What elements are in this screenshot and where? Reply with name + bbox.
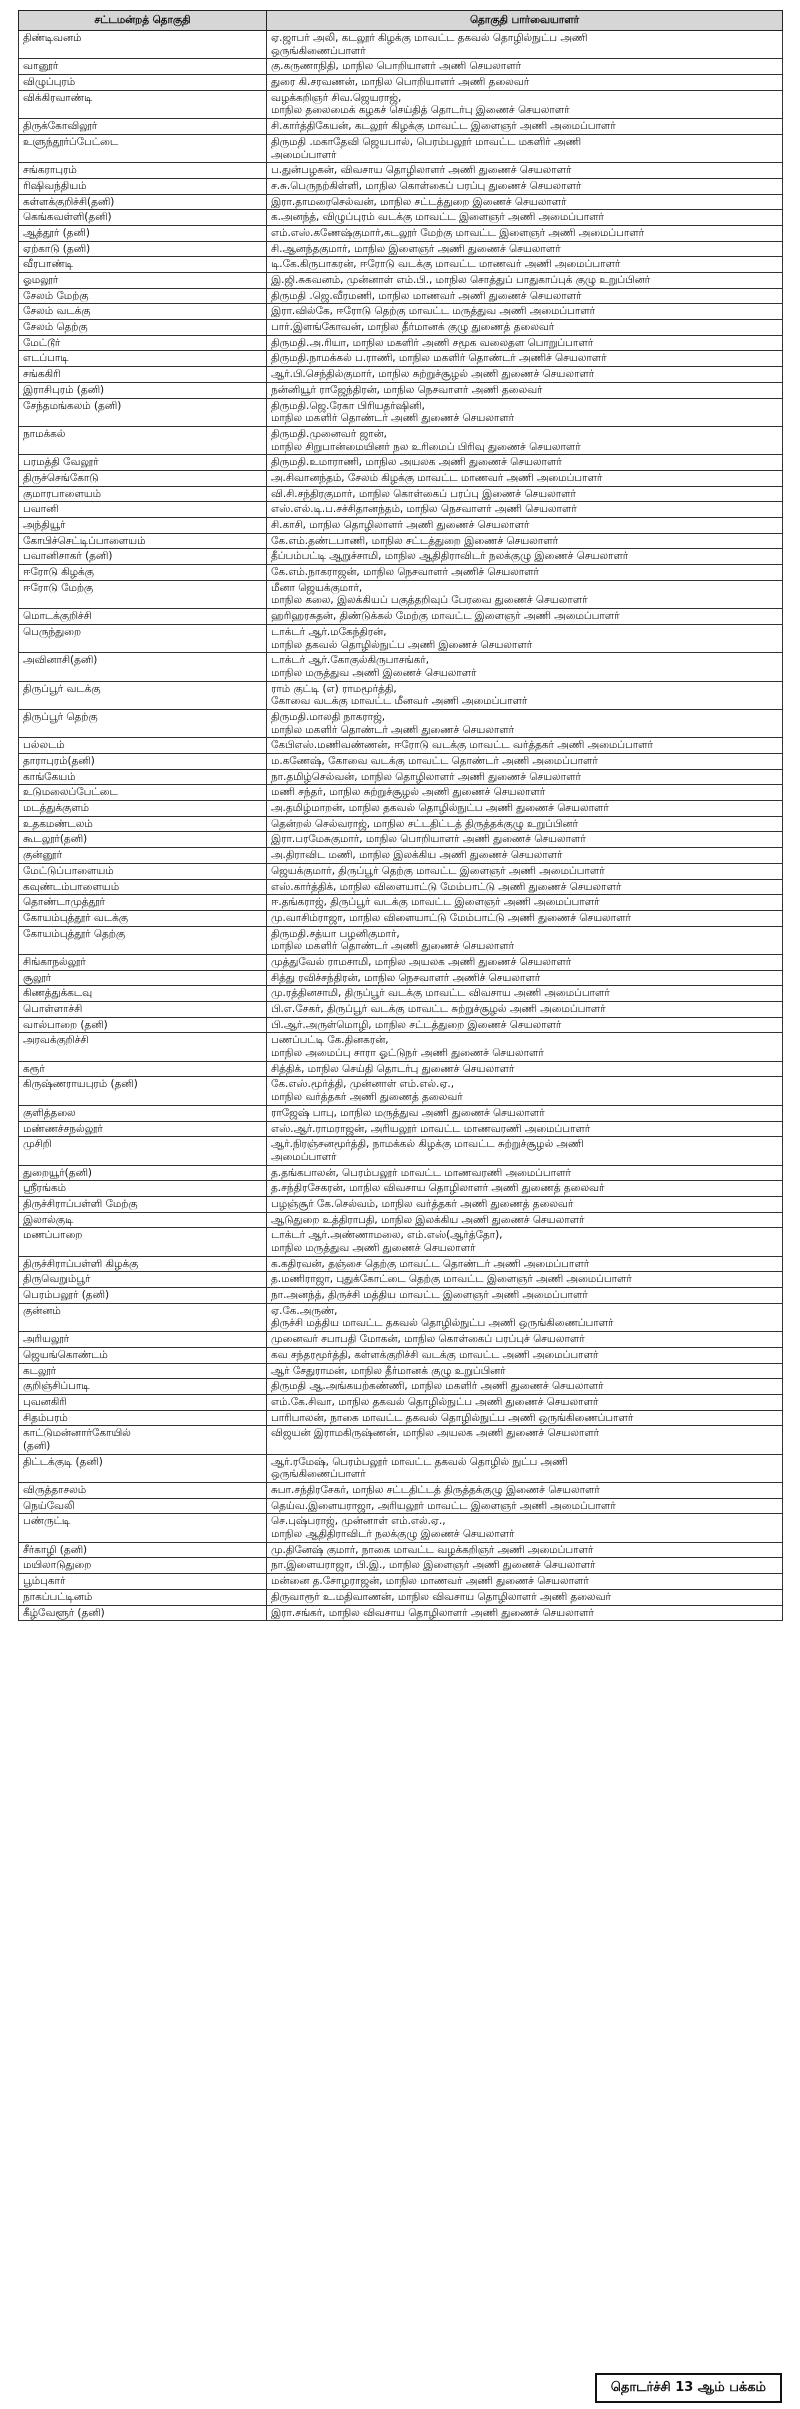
observer-cell: மு.ரத்தினசாமி, திருப்பூர் வடக்கு மாவட்ட விவசாய அணி அமைப்பாளர்: [267, 986, 783, 1002]
constituency-cell: மேட்டூர்: [19, 335, 267, 351]
observer-cell: தீப்பம்பட்டி ஆறுச்சாமி, மாநில ஆதிதிராவிடர் நலக்குழு இணைச் செயலாளர்: [267, 549, 783, 565]
table-row: [19, 1272, 783, 1288]
observers-table: [18, 10, 783, 1621]
constituency-cell: குளித்தலை: [19, 1105, 267, 1121]
table-row: [19, 769, 783, 785]
observer-cell: வி.சி.சந்திரகுமார், மாநில கொள்கைப் பரப்பு இணைச் செயலாளர்: [267, 486, 783, 502]
observer-cell: த.மணிராஜா, புதுக்கோட்டை தெற்கு மாவட்ட இளைஞர் அணி அமைப்பாளர்: [267, 1272, 783, 1288]
constituency-cell: இலால்குடி: [19, 1212, 267, 1228]
constituency-cell: மேட்டுப்பாளையம்: [19, 863, 267, 879]
constituency-cell: கோயம்புத்தூர் வடக்கு: [19, 910, 267, 926]
table-row: [19, 565, 783, 581]
observer-cell: திருமதி.ஜெ.ரேகா பிரியதர்ஷினி, மாநில மகளிர் தொண்டர் அணி துணைச் செயலாளர்: [267, 398, 783, 426]
constituency-cell: திண்டிவனம்: [19, 31, 267, 59]
observer-cell: ஈ.தங்கராஜ், திருப்பூர் வடக்கு மாவட்ட இளைஞர் அணி அமைப்பாளர்: [267, 895, 783, 911]
table-row: [19, 832, 783, 848]
constituency-cell: பவானி: [19, 502, 267, 518]
observer-cell: பார்.இளங்கோவன், மாநில தீர்மானக் குழு துணைத் தலைவர்: [267, 320, 783, 336]
table-row: [19, 624, 783, 652]
table-row: [19, 1363, 783, 1379]
table-row: [19, 486, 783, 502]
constituency-cell: சங்கராபுரம்: [19, 163, 267, 179]
observer-cell: டாக்டர் ஆர்.அண்ணாமலை, எம்.எஸ்(ஆர்த்தோ), மாநில மருத்துவ அணி துணைச் செயலாளர்: [267, 1228, 783, 1256]
table-row: [19, 970, 783, 986]
table-row: [19, 681, 783, 709]
table-row: [19, 225, 783, 241]
observer-cell: மு.தினேஷ் குமார், நாகை மாவட்ட வழக்கறிஞர் அணி அமைப்பாளர்: [267, 1542, 783, 1558]
table-row: [19, 863, 783, 879]
constituency-cell: உளுந்தூர்ப்பேட்டை: [19, 134, 267, 162]
constituency-cell: பெருந்துறை: [19, 624, 267, 652]
constituency-cell: பண்ருட்டி: [19, 1514, 267, 1542]
table-row: [19, 653, 783, 681]
observer-cell: நன்னியூர் ராஜேந்திரன், மாநில நெசவாளர் அணி தலைவர்: [267, 382, 783, 398]
observer-cell: எம்.எஸ்.கணேஷ்குமார்,கடலூர் மேற்கு மாவட்ட இளைஞர் அணி அமைப்பாளர்: [267, 225, 783, 241]
observer-cell: முத்துவேல் ராமசாமி, மாநில அயலக அணி துணைச் செயலாளர்: [267, 954, 783, 970]
observer-cell: பணப்பட்டி கே.தினகரன், மாநில அமைப்பு சாரா ஓட்டுநர் அணி துணைச் செயலாளர்: [267, 1033, 783, 1061]
constituency-cell: புவனகிரி: [19, 1394, 267, 1410]
observer-cell: ஹரிஹரசுதன், திண்டுக்கல் மேற்கு மாவட்ட இளைஞர் அணி அமைப்பாளர்: [267, 609, 783, 625]
constituency-cell: நாமக்கல்: [19, 426, 267, 454]
table-row: [19, 426, 783, 454]
observer-cell: மன்னை த.சோழராஜன், மாநில மாணவர் அணி துணைச் செயலாளர்: [267, 1574, 783, 1590]
observer-cell: திருமதி ஆ.அங்கயற்கண்ணி, மாநில மகளிர் அணி துணைச் செயலாளர்: [267, 1379, 783, 1395]
constituency-cell: விக்கிரவாண்டி: [19, 90, 267, 118]
observer-cell: ஜெயக்குமார், திருப்பூர் தெற்கு மாவட்ட இளைஞர் அணி அமைப்பாளர்: [267, 863, 783, 879]
constituency-cell: எடப்பாடி: [19, 351, 267, 367]
constituency-cell: சேலம் தெற்கு: [19, 320, 267, 336]
table-row: [19, 1589, 783, 1605]
table-row: [19, 1033, 783, 1061]
table-row: [19, 194, 783, 210]
observer-cell: கே.எஸ்.மூர்த்தி, முன்னாள் எம்.எல்.ஏ., மாநில வர்த்தகர் அணி துணைத் தலைவர்: [267, 1077, 783, 1105]
table-row: [19, 320, 783, 336]
observer-cell: எஸ்.எல்.டி.ப.சச்சிதானந்தம், மாநில நெசவாளர் அணி செயலாளர்: [267, 502, 783, 518]
constituency-cell: சேலம் வடக்கு: [19, 304, 267, 320]
table-row: [19, 1574, 783, 1590]
header-constituency: சட்டமன்றத் தொகுதி: [19, 11, 267, 31]
constituency-cell: பல்லடம்: [19, 738, 267, 754]
table-row: [19, 926, 783, 954]
table-row: [19, 709, 783, 737]
constituency-cell: சேந்தமங்கலம் (தனி): [19, 398, 267, 426]
constituency-cell: நாகப்பட்டினம்: [19, 1589, 267, 1605]
observer-cell: திருவாரூர் உ.மதிவாணன், மாநில விவசாய தொழிலாளர் அணி தலைவர்: [267, 1589, 783, 1605]
constituency-cell: ஈரோடு மேற்கு: [19, 580, 267, 608]
table-row: [19, 1410, 783, 1426]
observer-cell: ஆர்.ரமேஷ், பெரம்பலூர் மாவட்ட தகவல் தொழில் நுட்ப அணி ஒருங்கிணைப்பாளர்: [267, 1454, 783, 1482]
constituency-cell: ஜெயங்கொண்டம்: [19, 1347, 267, 1363]
table-row: [19, 75, 783, 91]
observer-cell: இரா.வில்கே, ஈரோடு தெற்கு மாவட்ட மருத்துவ அணி அமைப்பாளர்: [267, 304, 783, 320]
table-row: [19, 1017, 783, 1033]
table-row: [19, 1288, 783, 1304]
table-row: [19, 816, 783, 832]
table-row: [19, 1121, 783, 1137]
observer-cell: திருமதி .மகாதேவி ஜெயபால், பெரம்பலூர் மாவட்ட மகளிர் அணி அமைப்பாளர்: [267, 134, 783, 162]
constituency-cell: அவினாசி(தனி): [19, 653, 267, 681]
observer-cell: ஆர்.பி.செந்தில்குமார், மாநில சுற்றுச்சூழல் அணி துணைச் செயலாளர்: [267, 367, 783, 383]
observer-cell: விஜயன் இராமகிருஷ்ணன், மாநில அயலக அணி துணைச் செயலாளர்: [267, 1426, 783, 1454]
table-row: [19, 31, 783, 59]
table-row: [19, 1165, 783, 1181]
constituency-cell: பொள்ளாச்சி: [19, 1002, 267, 1018]
table-row: [19, 609, 783, 625]
table-row: [19, 1256, 783, 1272]
observer-cell: திருமதி.நாமக்கல் ப.ராணி, மாநில மகளிர் தொண்டர் அணிச் செயலாளர்: [267, 351, 783, 367]
table-row: [19, 119, 783, 135]
observer-cell: எஸ்.கார்த்திக், மாநில விளையாட்டு மேம்பாட்டு அணி துணைச் செயலாளர்: [267, 879, 783, 895]
constituency-cell: ஸ்ரீரங்கம்: [19, 1181, 267, 1197]
constituency-cell: கிணத்துக்கடவு: [19, 986, 267, 1002]
observer-cell: இ.ஜி.சுகவனம், முன்னாள் எம்.பி., மாநில சொத்துப் பாதுகாப்புக் குழு உறுப்பினர்: [267, 273, 783, 289]
table-row: [19, 1196, 783, 1212]
table-row: [19, 1105, 783, 1121]
observer-cell: அ.சிவானந்தம், சேலம் கிழக்கு மாவட்ட மாணவர் அணி அமைப்பாளர்: [267, 470, 783, 486]
table-row: [19, 1483, 783, 1499]
observer-cell: ஏ.ஜாபர் அலி, கடலூர் கிழக்கு மாவட்ட தகவல் தொழில்நுட்ப அணி ஒருங்கிணைப்பாளர்: [267, 31, 783, 59]
table-row: [19, 879, 783, 895]
observer-cell: ப.துன்பழகன், விவசாய தொழிலாளர் அணி துணைச் செயலாளர்: [267, 163, 783, 179]
table-row: [19, 1454, 783, 1482]
observer-cell: திருமதி.மாலதி நாகராஜ், மாநில மகளிர் தொண்டர் அணி துணைச் செயலாளர்: [267, 709, 783, 737]
constituency-cell: நெய்வேலி: [19, 1498, 267, 1514]
constituency-cell: சங்ககிரி: [19, 367, 267, 383]
observer-cell: த.தங்கபாலன், பெரம்பலூர் மாவட்ட மாணவரணி அமைப்பாளர்: [267, 1165, 783, 1181]
constituency-cell: கள்ளக்குறிச்சி(தனி): [19, 194, 267, 210]
constituency-cell: கரூர்: [19, 1061, 267, 1077]
constituency-cell: சிங்காநல்லூர்: [19, 954, 267, 970]
constituency-cell: கவுண்டம்பாளையம்: [19, 879, 267, 895]
constituency-cell: கிருஷ்ணராயபுரம் (தனி): [19, 1077, 267, 1105]
table-row: [19, 910, 783, 926]
observer-cell: மீனா ஜெயக்குமார், மாநில கலை, இலக்கியப் பகுத்தறிவுப் பேரவை துணைச் செயலாளர்: [267, 580, 783, 608]
constituency-cell: மண்ணச்சநல்லூர்: [19, 1121, 267, 1137]
table-row: [19, 178, 783, 194]
observer-cell: கவ சந்தரமூர்த்தி, கள்ளக்குறிச்சி வடக்கு மாவட்ட அணி அமைப்பாளர்: [267, 1347, 783, 1363]
table-header-row: [19, 11, 783, 31]
observer-cell: சி.காசி, மாநில தொழிலாளர் அணி துணைச் செயலாளர்: [267, 518, 783, 534]
constituency-cell: திட்டக்குடி (தனி): [19, 1454, 267, 1482]
constituency-cell: இராசிபுரம் (தனி): [19, 382, 267, 398]
table-row: [19, 59, 783, 75]
constituency-cell: ஆத்தூர் (தனி): [19, 225, 267, 241]
table-row: [19, 1347, 783, 1363]
constituency-cell: ஏற்காடு (தனி): [19, 241, 267, 257]
table-row: [19, 848, 783, 864]
table-row: [19, 1394, 783, 1410]
constituency-cell: குன்னூர்: [19, 848, 267, 864]
observer-cell: இரா.தாமரைசெல்வன், மாநில சட்டத்துறை இணைச் செயலாளர்: [267, 194, 783, 210]
observer-cell: மு.வாசிம்ராஜா, மாநில விளையாட்டு மேம்பாட்டு அணி துணைச் செயலாளர்: [267, 910, 783, 926]
observer-cell: நா.இளையராஜா, பி.இ., மாநில இளைஞர் அணி துணைச் செயலாளர்: [267, 1558, 783, 1574]
observer-cell: ராம் குட்டி (எ) ராமமூர்த்தி, கோவை வடக்கு மாவட்ட மீனவர் அணி அமைப்பாளர்: [267, 681, 783, 709]
observer-cell: முனைவர் சபாபதி மோகன், மாநில கொள்கைப் பரப்புச் செயலாளர்: [267, 1332, 783, 1348]
constituency-cell: திருக்கோவிலூர்: [19, 119, 267, 135]
table-row: [19, 398, 783, 426]
observer-cell: நா.தமிழ்செல்வன், மாநில தொழிலாளர் அணி துணைச் செயலாளர்: [267, 769, 783, 785]
constituency-cell: கோபிச்செட்டிப்பாளையம்: [19, 533, 267, 549]
table-row: [19, 954, 783, 970]
table-row: [19, 580, 783, 608]
constituency-cell: மணப்பாறை: [19, 1228, 267, 1256]
observer-cell: ச.சு.பெருநற்கிள்ளி, மாநில கொள்கைப் பரப்பு துணைச் செயலாளர்: [267, 178, 783, 194]
table-row: [19, 382, 783, 398]
constituency-cell: உதகமண்டலம்: [19, 816, 267, 832]
observer-cell: திருமதி.அ.ரியா, மாநில மகளிர் அணி சமூக வலைதள பொறுப்பாளர்: [267, 335, 783, 351]
table-row: [19, 1605, 783, 1621]
observer-cell: இரா.சங்கர், மாநில விவசாய தொழிலாளர் அணி துணைச் செயலாளர்: [267, 1605, 783, 1621]
observer-cell: சித்திக், மாநில செய்தி தொடர்பு துணைச் செயலாளர்: [267, 1061, 783, 1077]
constituency-cell: பவானிசாகர் (தனி): [19, 549, 267, 565]
table-row: [19, 351, 783, 367]
observer-cell: இரா.பரமேசுகுமார், மாநில பொறியாளர் அணி துணைச் செயலாளர்: [267, 832, 783, 848]
table-row: [19, 502, 783, 518]
observer-cell: தெய்வ.இளையராஜா, அரியலூர் மாவட்ட இளைஞர் அணி அமைப்பாளர்: [267, 1498, 783, 1514]
observer-cell: அ.திராவிட மணி, மாநில இலக்கிய அணி துணைச் செயலாளர்: [267, 848, 783, 864]
observer-cell: எஸ்.ஆர்.ராமராஜன், அரியலூர் மாவட்ட மாணவரணி அமைப்பாளர்: [267, 1121, 783, 1137]
constituency-cell: ரிஷிவந்தியம்: [19, 178, 267, 194]
constituency-cell: விழுப்புரம்: [19, 75, 267, 91]
observer-cell: கே.எம்.தண்டபாணி, மாநில சட்டத்துறை இணைச் செயலாளர்: [267, 533, 783, 549]
table-row: [19, 801, 783, 817]
table-row: [19, 1137, 783, 1165]
observer-cell: ஏ.கே.அருண், திருச்சி மத்திய மாவட்ட தகவல் தொழில்நுட்ப அணி ஒருங்கிணைப்பாளர்: [267, 1303, 783, 1331]
table-row: [19, 90, 783, 118]
observer-cell: திருமதி.சத்யா பழனிகுமார், மாநில மகளிர் தொண்டர் அணி துணைச் செயலாளர்: [267, 926, 783, 954]
table-row: [19, 257, 783, 273]
table-row: [19, 1542, 783, 1558]
observer-cell: பாரிபாலன், நாகை மாவட்ட தகவல் தொழில்நுட்ப அணி ஒருங்கிணைப்பாளர்: [267, 1410, 783, 1426]
constituency-cell: குன்னம்: [19, 1303, 267, 1331]
table-row: [19, 1514, 783, 1542]
observer-cell: தென்றல் செல்வராஜ், மாநில சட்டதிட்டத் திருத்தக்குழு உறுப்பினர்: [267, 816, 783, 832]
table-row: [19, 785, 783, 801]
constituency-cell: திருச்செங்கோடு: [19, 470, 267, 486]
continued-on-page-label: தொடர்ச்சி 13 ஆம் பக்கம்: [595, 2373, 782, 2403]
observer-cell: டாக்டர் ஆர்.கோகுல்கிருபாசங்கர், மாநில மருத்துவ அணி இணைச் செயலாளர்: [267, 653, 783, 681]
table-row: [19, 986, 783, 1002]
constituency-cell: திருச்சிராப்பள்ளி கிழக்கு: [19, 1256, 267, 1272]
observer-cell: க.கதிரவன், தஞ்சை தெற்கு மாவட்ட தொண்டர் அணி அமைப்பாளர்: [267, 1256, 783, 1272]
constituency-cell: துறையூர்(தனி): [19, 1165, 267, 1181]
observer-cell: கு.கருணாநிதி, மாநில பொறியாளர் அணி செயலாளர்: [267, 59, 783, 75]
observer-cell: டாக்டர் ஆர்.மகேந்திரன், மாநில தகவல் தொழில்நுட்ப அணி இணைச் செயலாளர்: [267, 624, 783, 652]
constituency-cell: குறிஞ்சிப்பாடி: [19, 1379, 267, 1395]
constituency-cell: முசிறி: [19, 1137, 267, 1165]
observer-cell: பழஞ்சூர் கே.செல்வம், மாநில வர்த்தகர் அணி துணைத் தலைவர்: [267, 1196, 783, 1212]
constituency-cell: தாராபுரம்(தனி): [19, 754, 267, 770]
constituency-cell: சூலூர்: [19, 970, 267, 986]
constituency-cell: அரவக்குறிச்சி: [19, 1033, 267, 1061]
observer-cell: பி.ஆர்.அருள்மொழி, மாநில சட்டத்துறை இணைச் செயலாளர்: [267, 1017, 783, 1033]
observer-cell: திருமதி.உமாராணி, மாநில அயலக அணி துணைச் செயலாளர்: [267, 455, 783, 471]
constituency-cell: சீர்காழி (தனி): [19, 1542, 267, 1558]
table-row: [19, 470, 783, 486]
observer-cell: சுபா.சந்திரசேகர், மாநில சட்டதிட்டத் திருத்தக்குழு இணைச் செயலாளர்: [267, 1483, 783, 1499]
table-row: [19, 1379, 783, 1395]
constituency-cell: கோயம்புத்தூர் தெற்கு: [19, 926, 267, 954]
table-row: [19, 549, 783, 565]
table-row: [19, 335, 783, 351]
constituency-cell: வீரபாண்டி: [19, 257, 267, 273]
table-row: [19, 455, 783, 471]
constituency-cell: உடுமலைப்பேட்டை: [19, 785, 267, 801]
observer-cell: திருமதி .ஜெ.வீரமணி, மாநில மாணவர் அணி துணைச் செயலாளர்: [267, 288, 783, 304]
observer-cell: பி.எ.சேகர், திருப்பூர் வடக்கு மாவட்ட சுற்றுச்சூழல் அணி அமைப்பாளர்: [267, 1002, 783, 1018]
observer-cell: கே.எம்.நாகராஜன், மாநில நெசவாளர் அணிச் செயலாளர்: [267, 565, 783, 581]
table-row: [19, 134, 783, 162]
observer-cell: திருமதி.முனைவர் ஜான், மாநில சிறுபான்மையினர் நல உரிமைப் பிரிவு துணைச் செயலாளர்: [267, 426, 783, 454]
table-row: [19, 1181, 783, 1197]
table-row: [19, 241, 783, 257]
table-row: [19, 288, 783, 304]
table-row: [19, 1228, 783, 1256]
observer-cell: க.அனந்த், விழுப்புரம் வடக்கு மாவட்ட இளைஞர் அணி அமைப்பாளர்: [267, 210, 783, 226]
constituency-cell: திருப்பூர் வடக்கு: [19, 681, 267, 709]
table-row: [19, 367, 783, 383]
constituency-cell: ஈரோடு கிழக்கு: [19, 565, 267, 581]
table-row: [19, 1077, 783, 1105]
table-row: [19, 518, 783, 534]
constituency-cell: திருப்பூர் தெற்கு: [19, 709, 267, 737]
constituency-cell: கடலூர்: [19, 1363, 267, 1379]
table-row: [19, 1303, 783, 1331]
constituency-cell: திருவெறும்பூர்: [19, 1272, 267, 1288]
constituency-cell: காங்கேயம்: [19, 769, 267, 785]
table-row: [19, 738, 783, 754]
constituency-cell: ஓமலூர்: [19, 273, 267, 289]
table-row: [19, 533, 783, 549]
constituency-cell: கூடலூர்(தனி): [19, 832, 267, 848]
table-body: [19, 31, 783, 1621]
constituency-cell: தொண்டாமுத்தூர்: [19, 895, 267, 911]
observer-cell: த.சந்திரசேகரன், மாநில விவசாய தொழிலாளர் அணி துணைத் தலைவர்: [267, 1181, 783, 1197]
observer-cell: ம.கணேஷ், கோவை வடக்கு மாவட்ட தொண்டர் அணி அமைப்பாளர்: [267, 754, 783, 770]
table-row: [19, 895, 783, 911]
observer-cell: நா.அனந்த், திருச்சி மத்திய மாவட்ட இளைஞர் அணி அமைப்பாளர்: [267, 1288, 783, 1304]
constituency-cell: திருச்சிராப்பள்ளி மேற்கு: [19, 1196, 267, 1212]
observer-cell: செ.புஷ்பராஜ், முன்னாள் எம்.எல்.ஏ., மாநில ஆதிதிராவிடர் நலக்குழு இணைச் செயலாளர்: [267, 1514, 783, 1542]
table-row: [19, 1498, 783, 1514]
table-row: [19, 1558, 783, 1574]
constituency-cell: வால்பாறை (தனி): [19, 1017, 267, 1033]
constituency-cell: சேலம் மேற்கு: [19, 288, 267, 304]
constituency-cell: பூம்புகார்: [19, 1574, 267, 1590]
constituency-cell: கெங்கவள்ளி(தனி): [19, 210, 267, 226]
observer-cell: சித்து ரவிச்சந்திரன், மாநில நெசவாளர் அணிச் செயலாளர்: [267, 970, 783, 986]
observer-cell: சி.கார்த்திகேயன், கடலூர் கிழக்கு மாவட்ட இளைஞர் அணி அமைப்பாளர்: [267, 119, 783, 135]
observer-cell: ஆர் சேதுராமன், மாநில தீர்மானக் குழு உறுப்பினர்: [267, 1363, 783, 1379]
constituency-cell: வானூர்: [19, 59, 267, 75]
constituency-cell: கீழ்வேளூர் (தனி): [19, 1605, 267, 1621]
constituency-cell: மடத்துக்குளம்: [19, 801, 267, 817]
observer-cell: துரை கி.சரவணன், மாநில பொறியாளர் அணி தலைவர்: [267, 75, 783, 91]
table-row: [19, 1332, 783, 1348]
table-row: [19, 304, 783, 320]
constituency-cell: சிதம்பரம்: [19, 1410, 267, 1426]
constituency-cell: மயிலாடுதுறை: [19, 1558, 267, 1574]
observer-cell: எம்.கே.சிவா, மாநில தகவல் தொழில்நுட்ப அணி துணைச் செயலாளர்: [267, 1394, 783, 1410]
constituency-cell: அந்தியூர்: [19, 518, 267, 534]
observer-cell: அ.தமிழ்மாறன், மாநில தகவல் தொழில்நுட்ப அணி துணைச் செயலாளர்: [267, 801, 783, 817]
observer-cell: டி.கே.கிருபாகரன், ஈரோடு வடக்கு மாவட்ட மாணவர் அணி அமைப்பாளர்: [267, 257, 783, 273]
table-row: [19, 1061, 783, 1077]
observer-cell: ராஜேஷ் பாபு, மாநில மருத்துவ அணி துணைச் செயலாளர்: [267, 1105, 783, 1121]
table-row: [19, 754, 783, 770]
table-row: [19, 273, 783, 289]
observer-cell: ஆடுதுறை உத்திராபதி, மாநில இலக்கிய அணி துணைச் செயலாளர்: [267, 1212, 783, 1228]
table-row: [19, 1002, 783, 1018]
constituency-cell: குமாரபாளையம்: [19, 486, 267, 502]
observer-cell: வழக்கறிஞர் சிவ.ஜெயராஜ், மாநில தலைமைக் கழகச் செய்தித் தொடர்பு இணைச் செயலாளர்: [267, 90, 783, 118]
constituency-cell: அரியலூர்: [19, 1332, 267, 1348]
header-observer: தொகுதி பார்வையாளர்: [267, 11, 783, 31]
table-row: [19, 1212, 783, 1228]
observer-cell: கேபிஎஸ்.மணிவண்ணன், ஈரோடு வடக்கு மாவட்ட வர்த்தகர் அணி அமைப்பாளர்: [267, 738, 783, 754]
constituency-cell: காட்டுமன்னார்கோயில் (தனி): [19, 1426, 267, 1454]
observer-cell: ஆர்.நிரஞ்சனமூர்த்தி, நாமக்கல் கிழக்கு மாவட்ட சுற்றுச்சூழல் அணி அமைப்பாளர்: [267, 1137, 783, 1165]
observer-cell: மணி சந்தர், மாநில சுற்றுச்சூழல் அணி துணைச் செயலாளர்: [267, 785, 783, 801]
table-row: [19, 210, 783, 226]
constituency-cell: மொடக்குறிச்சி: [19, 609, 267, 625]
observer-cell: சி.ஆனந்தகுமார், மாநில இளைஞர் அணி துணைச் செயலாளர்: [267, 241, 783, 257]
constituency-cell: பரமத்தி வேலூர்: [19, 455, 267, 471]
observers-table-container: [18, 10, 782, 1621]
constituency-cell: விருத்தாசலம்: [19, 1483, 267, 1499]
table-row: [19, 163, 783, 179]
constituency-cell: பெரம்பலூர் (தனி): [19, 1288, 267, 1304]
table-row: [19, 1426, 783, 1454]
